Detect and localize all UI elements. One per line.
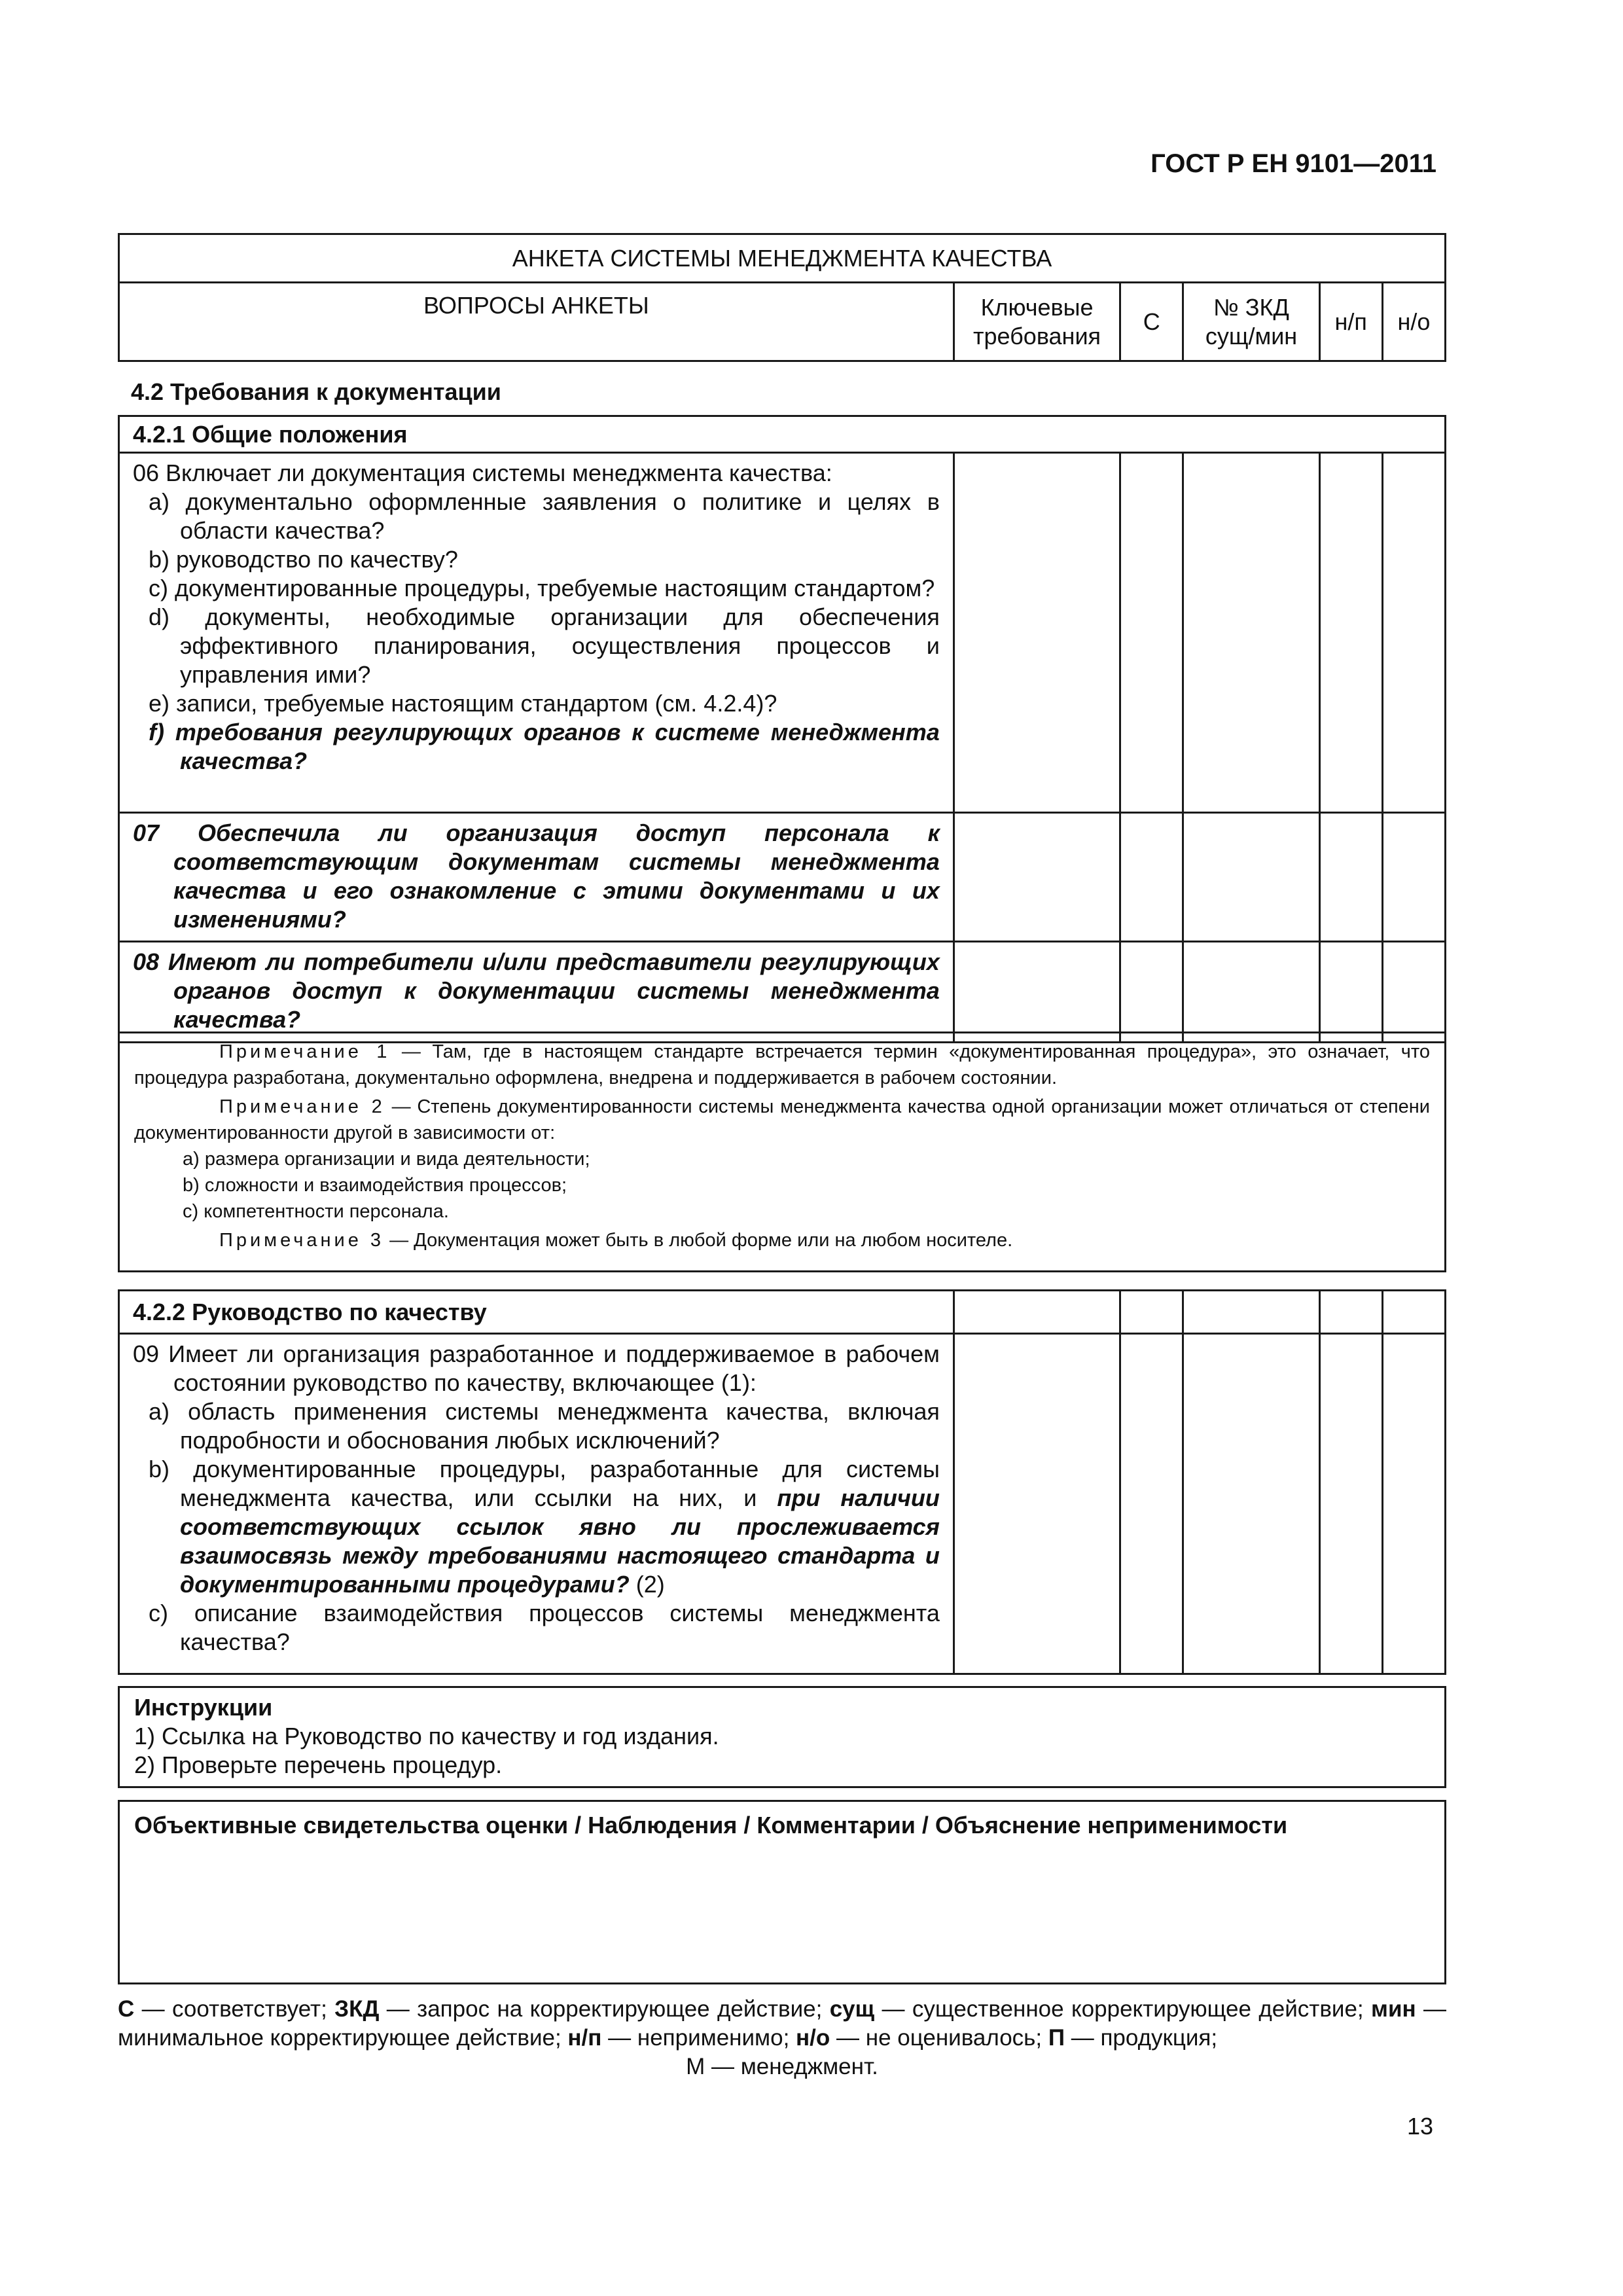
q08-no-cell[interactable] — [1382, 942, 1445, 1043]
q08-key-cell[interactable] — [954, 942, 1120, 1043]
legend-line-m: М — менеджмент. — [686, 2054, 878, 2079]
q09-np-cell[interactable] — [1319, 1334, 1382, 1674]
question-06-item-c: c) документированные процедуры, требуемые настоящим стандартом? — [149, 575, 935, 601]
note-1: Примечание 1 — Там, где в настоящем стандарте встречается термин «документированная процедура», это означает, что процедура разработана, документально оформлена, внедрена и поддерживается в рабочем состоянии. — [134, 1041, 1430, 1088]
s422-np-cell[interactable] — [1319, 1291, 1382, 1334]
col-no: н/о — [1382, 283, 1445, 361]
page-number: 13 — [1406, 2113, 1433, 2140]
s422-zkd-cell[interactable] — [1183, 1291, 1319, 1334]
q06-c-cell[interactable] — [1120, 453, 1183, 813]
q08-np-cell[interactable] — [1319, 942, 1382, 1043]
legend-line-1: С — соответствует; ЗКД — запрос на корректирующее действие; сущ — существенное корректирующее действие; мин — минимальное корректирующее действие; н/п — неприменимо; н/о — не оценивалось; П — продукция; — [118, 1996, 1446, 2051]
note-3: Примечание 3 — Документация может быть в любой форме или на любом носителе. — [219, 1230, 1013, 1251]
section-4-2-2-title: 4.2.2 Руководство по качеству — [119, 1291, 954, 1334]
q06-np-cell[interactable] — [1319, 453, 1382, 813]
q09-c-cell[interactable] — [1120, 1334, 1183, 1674]
note-2: Примечание 2 — Степень документированности системы менеджмента качества одной организации может отличаться от степени документированности другой в зависимости от: — [134, 1096, 1430, 1143]
s422-c-cell[interactable] — [1120, 1291, 1183, 1334]
section-4-2-1-table — [118, 415, 1446, 1043]
q06-key-cell[interactable] — [954, 453, 1120, 813]
q09-no-cell[interactable] — [1382, 1334, 1445, 1674]
question-06-item-b: b) руководство по качеству? — [149, 546, 458, 573]
instructions-box — [118, 1686, 1446, 1788]
col-key-requirements: Ключевые требования — [954, 283, 1120, 361]
form-title: АНКЕТА СИСТЕМЫ МЕНЕДЖМЕНТА КАЧЕСТВА — [119, 234, 1446, 283]
question-row-08 — [119, 942, 1446, 1043]
question-08: 08 Имеют ли потребители и/или представители регулирующих органов доступ к документации системы менеджмента качества? — [119, 942, 954, 1043]
evidence-title: Объективные свидетельства оценки / Наблюдения / Комментарии / Объяснение неприменимости — [134, 1812, 1288, 1839]
q06-no-cell[interactable] — [1382, 453, 1445, 813]
question-06-intro: 06 Включает ли документация системы менеджмента качества: — [133, 459, 832, 486]
q07-no-cell[interactable] — [1382, 813, 1445, 942]
question-06-item-f: f) требования регулирующих органов к системе менеджмента качества? — [149, 719, 940, 774]
q06-zkd-cell[interactable] — [1183, 453, 1319, 813]
s422-no-cell[interactable] — [1382, 1291, 1445, 1334]
q07-c-cell[interactable] — [1120, 813, 1183, 942]
q07-zkd-cell[interactable] — [1183, 813, 1319, 942]
question-09-item-a: a) область применения системы менеджмента качества, включая подробности и обоснования любых исключений? — [149, 1398, 940, 1454]
col-questions: ВОПРОСЫ АНКЕТЫ — [119, 283, 954, 361]
question-09-item-c: c) описание взаимодействия процессов системы менеджмента качества? — [149, 1600, 940, 1655]
q08-c-cell[interactable] — [1120, 942, 1183, 1043]
note-2-item-c: c) компетентности персонала. — [183, 1201, 449, 1222]
legend — [118, 1995, 1446, 2081]
form-header-table — [118, 233, 1446, 362]
section-4-2-1-title: 4.2.1 Общие положения — [119, 416, 1446, 453]
question-09 — [119, 1334, 954, 1674]
question-06-item-e: e) записи, требуемые настоящим стандартом (см. 4.2.4)? — [149, 690, 777, 717]
question-row-09 — [119, 1334, 1446, 1674]
instructions-item-1: 1) Ссылка на Руководство по качеству и год издания. — [134, 1723, 719, 1749]
instructions-title: Инструкции — [134, 1694, 273, 1721]
note-2-item-a: a) размера организации и вида деятельности; — [183, 1149, 590, 1170]
document-id: ГОСТ Р ЕН 9101—2011 — [1150, 149, 1436, 178]
section-4-2-2-table — [118, 1289, 1446, 1675]
instructions-item-2: 2) Проверьте перечень процедур. — [134, 1751, 503, 1778]
q09-key-cell[interactable] — [954, 1334, 1120, 1674]
question-09-intro: 09 Имеет ли организация разработанное и поддерживаемое в рабочем состоянии руководство по качеству, включающее (1): — [133, 1340, 940, 1396]
q07-key-cell[interactable] — [954, 813, 1120, 942]
notes-box — [118, 1031, 1446, 1272]
col-c: С — [1120, 283, 1183, 361]
question-07: 07 Обеспечила ли организация доступ персонала к соответствующим документам системы менеджмента качества и его ознакомление с этими документами и их изменениями? — [119, 813, 954, 942]
question-06-item-d: d) документы, необходимые организации для обеспечения эффективного планирования, осуществления процессов и управления ими? — [149, 603, 940, 688]
question-06-item-a: a) документально оформленные заявления о политике и целях в области качества? — [149, 488, 940, 544]
q09-zkd-cell[interactable] — [1183, 1334, 1319, 1674]
q07-np-cell[interactable] — [1319, 813, 1382, 942]
question-09-item-b: b) документированные процедуры, разработанные для системы менеджмента качества, или ссылки на них, и при наличии соответствующих ссылок явно ли прослеживается взаимосвязь между требованиями настоящего стандарта и документированными процедурами? (2) — [149, 1456, 940, 1598]
col-zkd: № ЗКД сущ/мин — [1183, 283, 1319, 361]
question-row-06 — [119, 453, 1446, 813]
q08-zkd-cell[interactable] — [1183, 942, 1319, 1043]
question-06 — [119, 453, 954, 813]
col-np: н/п — [1319, 283, 1382, 361]
s422-key-cell[interactable] — [954, 1291, 1120, 1334]
question-row-07 — [119, 813, 1446, 942]
evidence-box[interactable] — [118, 1800, 1446, 1984]
section-4-2-title: 4.2 Требования к документации — [131, 378, 501, 405]
note-2-item-b: b) сложности и взаимодействия процессов; — [183, 1175, 567, 1196]
